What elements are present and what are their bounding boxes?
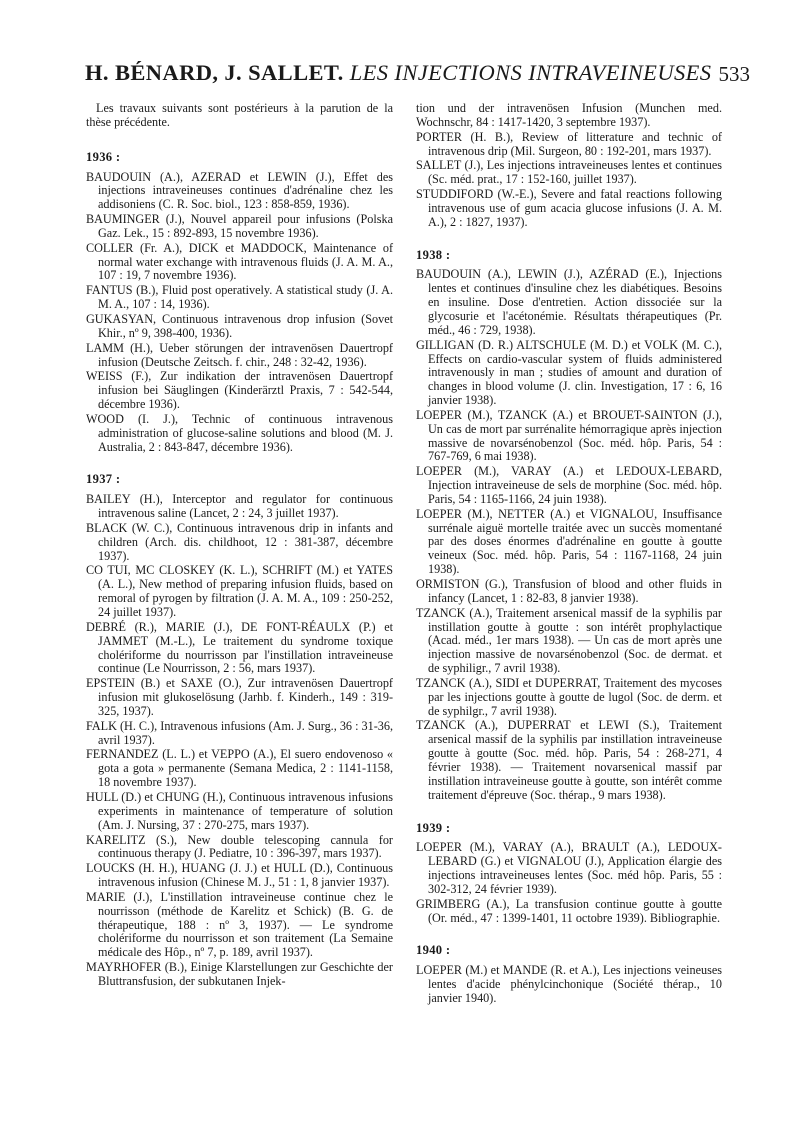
reference-entry: TZANCK (A.), Traitement arsenical massif de la syphilis par instillation goutte à goutte : son intérêt prophylactique (Acad. méd., 1er mars 1938). — Un cas de mort après une injection massive de novarsénobenzol (Soc. de dermat. et de syphiligr., 7 avril 1938). (416, 605, 722, 676)
left-column (86, 102, 393, 990)
reference-entry: WEISS (F.), Zur indikation der intravenösen Dauertropf infusion bei Säuglingen (Kinderärztl Praxis, 7 : 542-544, décembre 1936). (86, 369, 393, 412)
running-header (85, 60, 750, 94)
reference-entry: KARELITZ (S.), New double telescoping cannula for continuous therapy (J. Pediatre, 10 : 396-397, mars 1937). (86, 832, 393, 861)
year-heading-1937: 1937 : (86, 472, 121, 487)
reference-entry: GRIMBERG (A.), La transfusion continue goutte à goutte (Or. méd., 47 : 1399-1401, 11 octobre 1939). Bibliographie. (416, 896, 722, 925)
header-title: LES INJECTIONS INTRAVEINEUSES (349, 60, 712, 85)
header-authors: H. BÉNARD, J. SALLET. LES INJECTIONS INTRAVEINEUSES (85, 60, 712, 85)
reference-entry: FANTUS (B.), Fluid post operatively. A statistical study (J. A. M. A., 107 : 14, 1936). (86, 283, 393, 312)
reference-entry: BAILEY (H.), Interceptor and regulator for continuous intravenous saline (Lancet, 2 : 24, 3 juillet 1937). (86, 492, 393, 521)
reference-entry: PORTER (H. B.), Review of litterature and technic of intravenous drip (Mil. Surgeon, 80 : 192-201, mars 1937). (416, 129, 722, 158)
reference-entry: LOEPER (M.) et MANDE (R. et A.), Les injections veineuses lentes d'acide phénylcinchonique (Société thérap., 10 janvier 1940). (416, 963, 722, 1005)
reference-entry: LAMM (H.), Ueber störungen der intravenösen Dauertropf infusion (Deutsche Zeitsch. f. chir., 248 : 32-42, 1936). (86, 340, 393, 369)
reference-entry: GILLIGAN (D. R.) ALTSCHULE (M. D.) et VOLK (M. C.), Effects on cardio-vascular system of fluids administered intravenously in man ; studies of amount and duration of changes in blood volume (J. clin. Investigation, 17 : 6, 16 janvier 1938). (416, 337, 722, 408)
year-heading-1939: 1939 : (416, 820, 451, 835)
reference-entry: TZANCK (A.), SIDI et DUPERRAT, Traitement des mycoses par les injections goutte à goutte de lugol (Soc. de derm. et de syphilgr., 7 avril 1938). (416, 675, 722, 718)
reference-entry: LOEPER (M.), VARAY (A.), BRAULT (A.), LEDOUX-LEBARD (G.) et VIGNALOU (J.), Application élargie des injections intraveineuses lentes (Soc. méd hôp. Paris, 55 : 302-312, 24 février 1939). (416, 840, 722, 896)
year-heading-1936: 1936 : (86, 149, 121, 164)
right-column (416, 102, 722, 1007)
reference-entry: FALK (H. C.), Intravenous infusions (Am. J. Surg., 36 : 31-36, avril 1937). (86, 718, 393, 747)
reference-entry: ORMISTON (G.), Transfusion of blood and other fluids in infancy (Lancet, 1 : 82-83, 8 janvier 1938). (416, 577, 722, 605)
reference-entry: LOEPER (M.), VARAY (A.) et LEDOUX-LEBARD, Injection intraveineuse de sels de morphine (Soc. méd. hôp. Paris, 54 : 1165-1166, 24 juin 1938). (416, 464, 722, 506)
reference-entry: BAUDOUIN (A.), LEWIN (J.), AZÉRAD (E.), Injections lentes et continues d'insuline chez les diabétiques. Besoins en insuline. Dose d'entretien. Action dissociée sur la glycosurie et l'acétonémie. Résultats thérapeutiques (Pr. méd., 46 : 729, 1938). (416, 267, 722, 337)
reference-entry: HULL (D.) et CHUNG (H.), Continuous intravenous infusions experiments in maintenance of temperature of solution (Am. J. Nursing, 37 : 270-275, mars 1937). (86, 789, 393, 832)
reference-entry: LOEPER (M.), NETTER (A.) et VIGNALOU, Insuffisance surrénale aiguë mortelle traitée avec un succès momentané par des doses énormes d'adrénaline en goutte à goutte veineux (Soc. méd. hôp. Paris, 54 : 1167-1168, 24 juin 1938). (416, 506, 722, 577)
reference-entry: BLACK (W. C.), Continuous intravenous drip in infants and children (Arch. dis. childhoot, 12 : 381-387, décembre 1937). (86, 520, 393, 563)
reference-entry: LOEPER (M.), TZANCK (A.) et BROUET-SAINTON (J.), Un cas de mort par surrénalite hémorragique après injection massive de novarsénobenzol (Soc. méd. hôp. Paris, 54 : 767-769, 6 mai 1938). (416, 407, 722, 464)
year-heading-1940: 1940 : (416, 943, 451, 958)
reference-entry: DEBRÉ (R.), MARIE (J.), DE FONT-RÉAULX (P.) et JAMMET (M.-L.), Le traitement du syndrome toxique cholériforme du nourrisson par l'instillation intraveineuse continue (Le Nourrisson, 2 : 56, mars 1937). (86, 619, 393, 676)
reference-entry: MAYRHOFER (B.), Einige Klarstellungen zur Geschichte der Bluttransfusion, der subkutanen Injek- (86, 960, 393, 988)
reference-entry: GUKASYAN, Continuous intravenous drop infusion (Sovet Khir., nº 9, 398-400, 1936). (86, 311, 393, 340)
reference-entry: FERNANDEZ (L. L.) et VEPPO (A.), El suero endovenoso « gota a gota » permanente (Semana Medica, 2 : 1141-1158, 18 novembre 1937). (86, 747, 393, 790)
year-heading-1938: 1938 : (416, 247, 451, 262)
reference-entry: BAUMINGER (J.), Nouvel appareil pour infusions (Polska Gaz. Lek., 15 : 892-893, 15 novembre 1936). (86, 212, 393, 240)
reference-entry: WOOD (I. J.), Technic of continuous intravenous administration of glucose-saline solutions and blood (M. J. Australia, 2 : 843-847, décembre 1936). (86, 411, 393, 454)
page-number: 533 (718, 62, 750, 86)
reference-entry: EPSTEIN (B.) et SAXE (O.), Zur intravenösen Dauertropf infusion mit glukoselösung (Jarhb. f. Kinderh., 149 : 319-325, 1937). (86, 676, 393, 718)
reference-entry: CO TUI, MC CLOSKEY (K. L.), SCHRIFT (M.) et YATES (A. L.), New method of preparing infusion fluids, based on remoral of pyrogen by filtration (J. A. M. A., 109 : 250-252, 24 juillet 1937). (86, 563, 393, 619)
reference-continuation: tion und der intravenösen Infusion (Munchen med. Wochnschr, 84 : 1417-1420, 3 septembre 1937). (416, 101, 722, 129)
intro-paragraph: Les travaux suivants sont postérieurs à la parution de la thèse précédente. (86, 101, 393, 129)
reference-entry: COLLER (Fr. A.), DICK et MADDOCK, Maintenance of normal water exchange with intravenous fluids (J. A. M. A., 107 : 19, 7 novembre 1936). (86, 240, 393, 283)
reference-entry: STUDDIFORD (W.-E.), Severe and fatal reactions following intravenous use of gum acacia glucose infusions (J. A. M. A.), 2 : 1827, 1937). (416, 187, 722, 229)
reference-entry: LOUCKS (H. H.), HUANG (J. J.) et HULL (D.), Continuous intravenous infusion (Chinese M. J., 51 : 1, 8 janvier 1937). (86, 861, 393, 890)
reference-entry: TZANCK (A.), DUPERRAT et LEWI (S.), Traitement arsenical massif de la syphilis par instillation intraveineuse goutte à goutte (Soc. méd. hôp. Paris, 54 : 268-271, 4 février 1938). — Traitement novarsenical massif par instillation intraveineuse goutte à goutte, son intérêt comme traitement d'épreuve (Soc. thérap., 9 mars 1938). (416, 718, 722, 802)
reference-entry: SALLET (J.), Les injections intraveineuses lentes et continues (Sc. méd. prat., 17 : 152-160, juillet 1937). (416, 158, 722, 187)
reference-entry: MARIE (J.), L'instillation intraveineuse continue chez le nourrisson (méthode de Karelitz et Schick) (B. G. de thérapeutique, 188 : nº 3, 1937). — Le syndrome cholériforme du nourrisson et son traitement (La Semaine médicale des Hôp., nº 7, p. 189, avril 1937). (86, 889, 393, 960)
reference-entry: BAUDOUIN (A.), AZERAD et LEWIN (J.), Effet des injections intraveineuses continues d'adrénaline chez les addisoniens (C. R. Soc. biol., 123 : 858-859, 1936). (86, 169, 393, 212)
